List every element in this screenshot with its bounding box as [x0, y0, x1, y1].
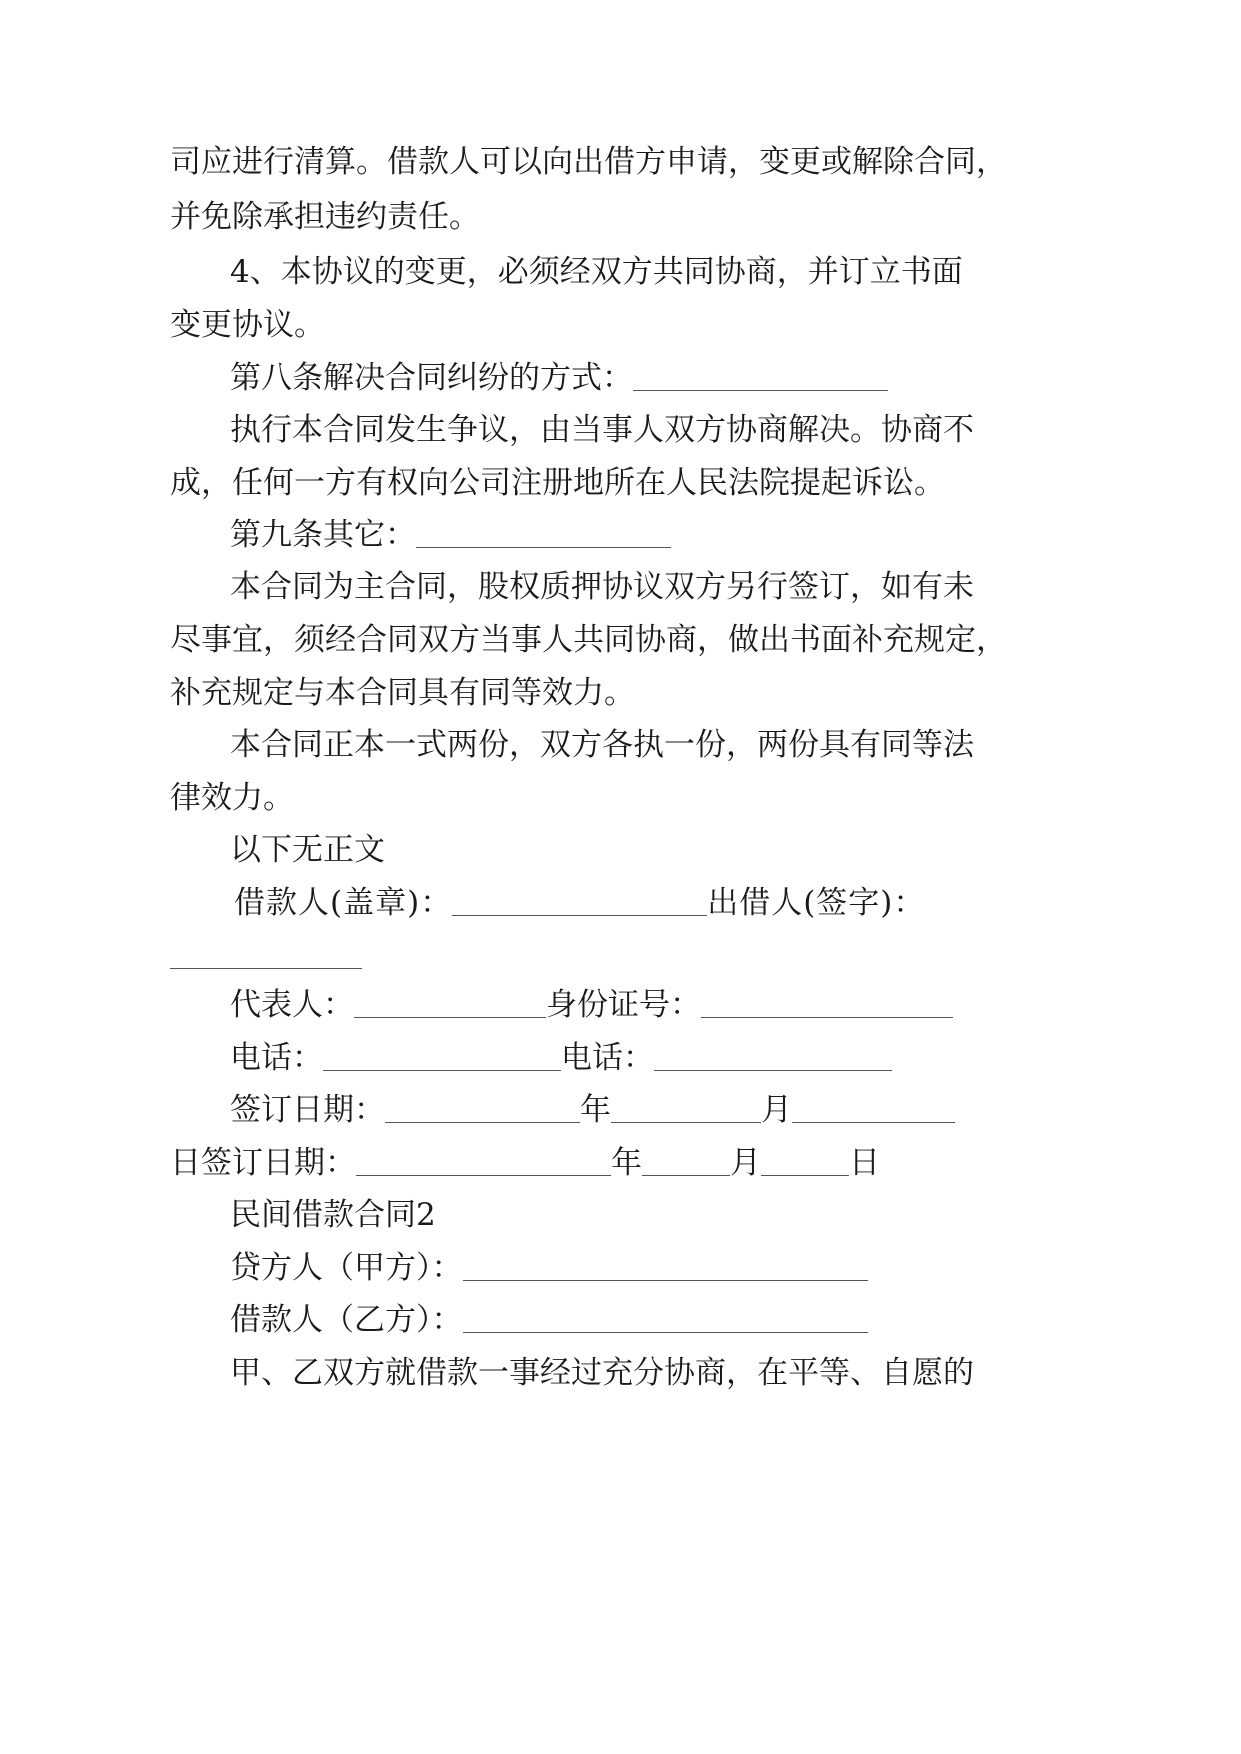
paragraph-line: 本合同正本一式两份，双方各执一份，两份具有同等法	[230, 727, 974, 763]
month-label: 月	[761, 1092, 792, 1128]
contract-2-lender	[230, 1248, 868, 1288]
paragraph-line: 执行本合同发生争议，由当事人双方协商解决。协商不	[230, 412, 974, 448]
paragraph-line: 变更协议。	[170, 307, 325, 343]
paragraph-line: 律效力。	[170, 780, 294, 816]
paragraph-line: 司应进行清算。借款人可以向出借方申请，变更或解除合同，	[170, 144, 1007, 180]
year-label-2: 年	[611, 1145, 642, 1181]
borrower-party-b-blank	[463, 1300, 868, 1340]
year-label: 年	[580, 1092, 611, 1128]
sign-date-label: 签订日期：	[230, 1092, 385, 1128]
day-blank	[792, 1090, 955, 1130]
contract-2-borrower	[230, 1300, 868, 1340]
lender-sign-label: 出借人(签字)：	[707, 885, 926, 921]
article-9-label: 第九条其它：	[230, 517, 416, 553]
article-8-heading	[230, 358, 888, 398]
lender-party-a-label: 贷方人（甲方）：	[230, 1250, 463, 1286]
month-blank	[611, 1090, 761, 1130]
article-8-blank	[633, 358, 888, 398]
year-blank	[385, 1090, 580, 1130]
paragraph-line: 并免除承担违约责任。	[170, 199, 480, 235]
signature-date-2	[170, 1143, 880, 1183]
article-9-heading	[230, 515, 671, 555]
month-blank-2	[642, 1143, 730, 1183]
representative-label: 代表人：	[230, 987, 354, 1023]
paragraph-line: 甲、乙双方就借款一事经过充分协商，在平等、自愿的	[230, 1355, 974, 1391]
year-blank-2	[356, 1143, 611, 1183]
signature-phones	[230, 1038, 892, 1078]
day-sign-date-label: 日签订日期：	[170, 1145, 356, 1181]
paragraph-line: 成，任何一方有权向公司注册地所在人民法院提起诉讼。	[170, 465, 945, 501]
phone-label-1: 电话：	[230, 1040, 323, 1076]
phone-label-2: 电话：	[561, 1040, 654, 1076]
borrower-party-b-label: 借款人（乙方）：	[230, 1302, 463, 1338]
signature-date-1	[230, 1090, 955, 1130]
id-number-label: 身份证号：	[546, 987, 701, 1023]
month-label-2: 月	[730, 1145, 761, 1181]
signature-borrower-lender	[234, 883, 925, 923]
lender-party-a-blank	[463, 1248, 868, 1288]
no-text-note: 以下无正文	[230, 832, 385, 868]
contract-2-title: 民间借款合同2	[230, 1197, 436, 1233]
borrower-seal-blank	[452, 883, 707, 923]
phone-blank-2	[654, 1038, 892, 1078]
id-number-blank	[701, 985, 953, 1025]
paragraph-line: 补充规定与本合同具有同等效力。	[170, 675, 635, 711]
paragraph-line: 本合同为主合同，股权质押协议双方另行签订，如有未	[230, 569, 974, 605]
paragraph-line: 尽事宜，须经合同双方当事人共同协商，做出书面补充规定，	[170, 622, 1007, 658]
article-9-blank	[416, 515, 671, 555]
article-8-label: 第八条解决合同纠纷的方式：	[230, 360, 633, 396]
borrower-seal-label: 借款人(盖章)：	[234, 885, 453, 921]
phone-blank-1	[323, 1038, 561, 1078]
signature-rep-id	[230, 985, 953, 1025]
lender-sign-blank	[170, 936, 362, 976]
representative-blank	[354, 985, 546, 1025]
day-blank-2	[761, 1143, 849, 1183]
paragraph-line: 4、本协议的变更，必须经双方共同协商，并订立书面	[230, 254, 963, 290]
day-label-2: 日	[849, 1145, 880, 1181]
